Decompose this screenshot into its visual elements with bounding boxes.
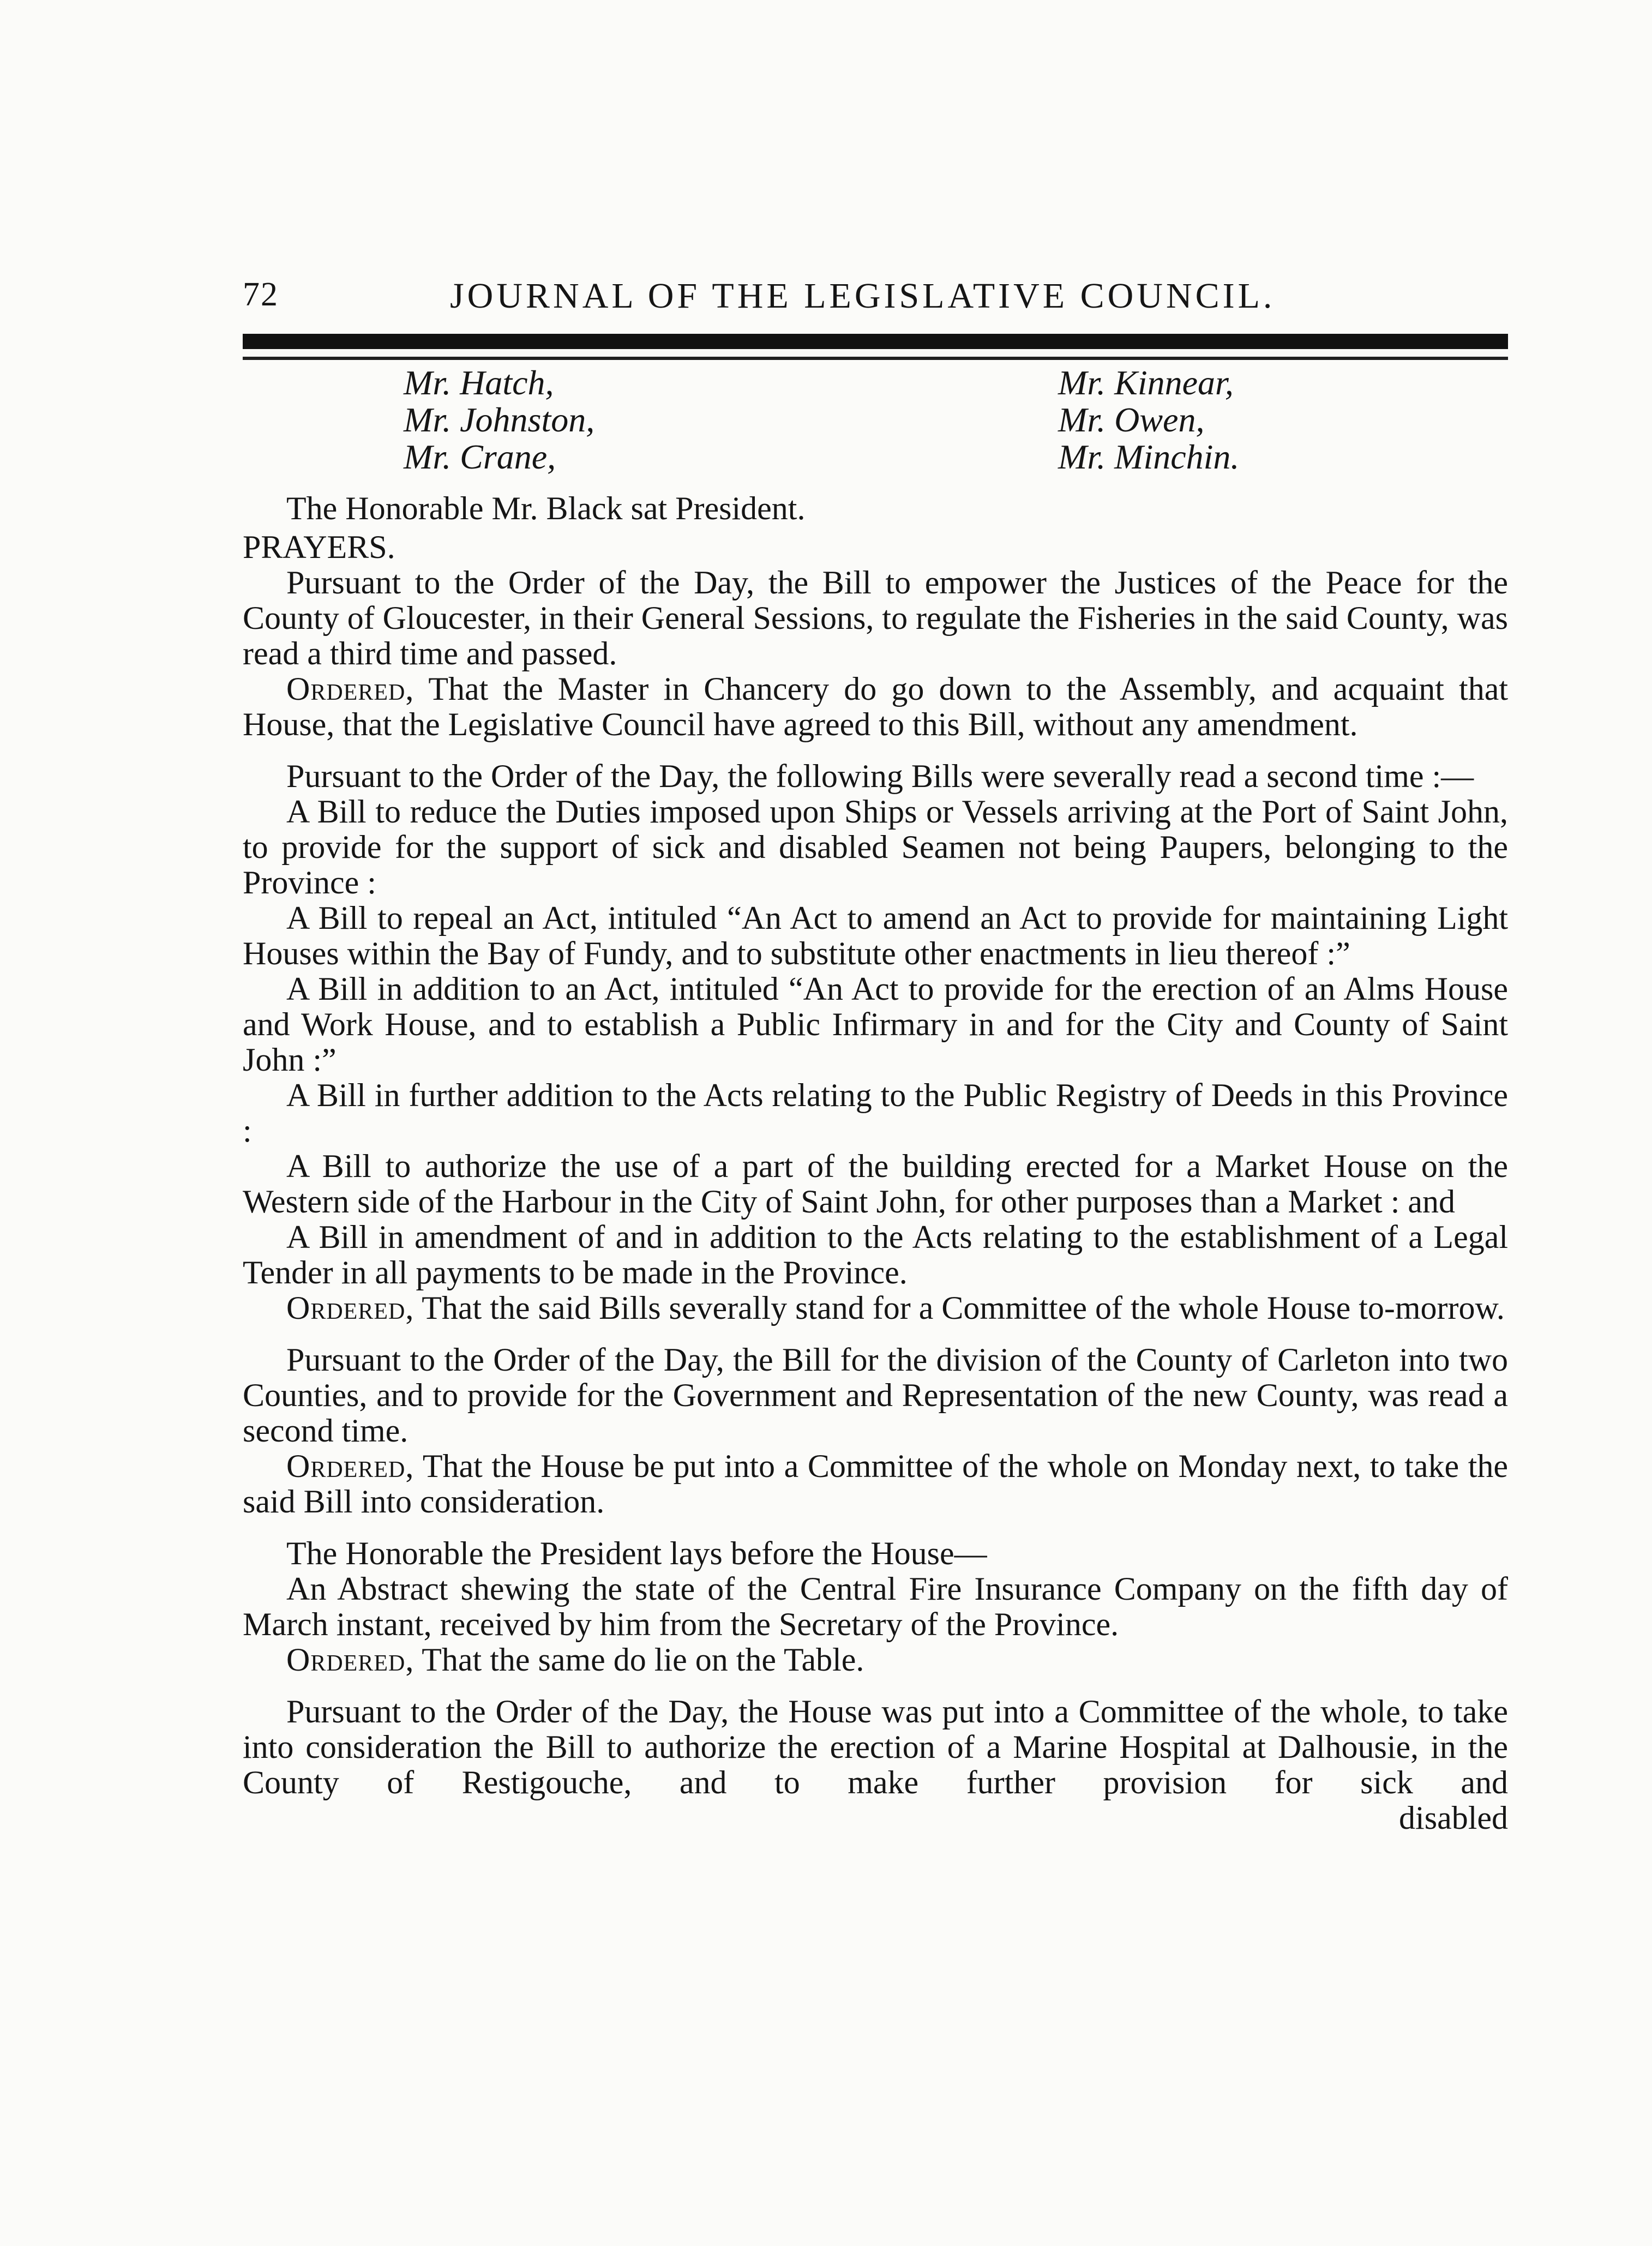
paragraph-abstract: An Abstract shewing the state of the Central Fire Insurance Company on the fifth day of March instant, received by him from the Secretary of the Province. — [243, 1571, 1508, 1642]
bill-item: A Bill to authorize the use of a part of the building erected for a Market House on the Western side of the Harbour in the City of Saint John, for other purposes than a Market : and — [243, 1148, 1508, 1220]
ordered-paragraph — [243, 1290, 1508, 1326]
paragraph-second-reading: Pursuant to the Order of the Day, the following Bills were severally read a second time :— — [286, 758, 1474, 794]
catchword: disabled — [1399, 1800, 1508, 1836]
ordered-paragraph — [243, 1642, 1508, 1678]
ordered-text: That the Master in Chancery do go down to the Assembly, and acquaint that House, that the Legislative Council have agreed to this Bill, without any amendment. — [243, 671, 1508, 742]
ordered-text: That the said Bills severally stand for a Committee of the whole House to-morrow. — [414, 1290, 1505, 1326]
header-rule-thick — [243, 334, 1508, 349]
page-header — [243, 275, 1508, 330]
member-name: Mr. Minchin. — [1058, 437, 1240, 476]
bill-item: A Bill to repeal an Act, intituled “An Act to amend an Act to provide for maintaining Light Houses within the Bay of Fundy, and to substitute other enactments in lieu thereof :” — [243, 900, 1508, 971]
page-number: 72 — [243, 276, 279, 313]
paragraph-president-lays: The Honorable the President lays before the House— — [286, 1535, 987, 1571]
members-list-left — [404, 364, 594, 476]
journal-body — [243, 491, 1508, 1836]
member-name: Mr. Crane, — [404, 437, 556, 476]
paragraph-carleton-bill: Pursuant to the Order of the Day, the Bill for the division of the County of Carleton into two Counties, and to provide for the Government and Representation of the new County, was read a second time. — [243, 1342, 1508, 1449]
bill-item: A Bill in amendment of and in addition to the Acts relating to the establishment of a Legal Tender in all payments to be made in the Province. — [243, 1219, 1508, 1290]
ordered-label: Ordered, — [286, 1290, 414, 1326]
ordered-label: Ordered, — [286, 671, 414, 707]
prayers-heading: PRAYERS. — [243, 529, 395, 565]
member-name: Mr. Hatch, — [404, 363, 554, 402]
member-name: Mr. Kinnear, — [1058, 363, 1234, 402]
ordered-paragraph — [243, 1449, 1508, 1520]
paragraph-third-reading: Pursuant to the Order of the Day, the Bill to empower the Justices of the Peace for the County of Gloucester, in their General Sessions, to regulate the Fisheries in the said County, was read a third time and passed. — [243, 564, 1508, 671]
members-list-right — [1058, 364, 1239, 476]
header-rule-thin — [243, 357, 1508, 360]
ordered-label: Ordered, — [286, 1448, 414, 1484]
bill-item: A Bill in addition to an Act, intituled “An Act to provide for the erection of an Alms House and Work House, and to establish a Public Infirmary in and for the City and County of Saint John :” — [243, 971, 1508, 1078]
bill-item: A Bill in further addition to the Acts relating to the Public Registry of Deeds in this Province : — [243, 1077, 1508, 1149]
bill-item: A Bill to reduce the Duties imposed upon Ships or Vessels arriving at the Port of Saint John, to provide for the support of sick and disabled Seamen not being Paupers, belonging to the Province : — [243, 794, 1508, 900]
ordered-text: That the same do lie on the Table. — [414, 1642, 864, 1678]
ordered-paragraph — [243, 671, 1508, 742]
ordered-label: Ordered, — [286, 1642, 414, 1678]
member-name: Mr. Johnston, — [404, 400, 595, 439]
running-title: JOURNAL OF THE LEGISLATIVE COUNCIL. — [450, 276, 1276, 316]
paragraph-marine-hospital: Pursuant to the Order of the Day, the House was put into a Committee of the whole, to take into consideration the Bill to authorize the erection of a Marine Hospital at Dalhousie, in the County of Restigouche, and to make further provision for sick and — [243, 1693, 1508, 1800]
ordered-text: That the House be put into a Committee of the whole on Monday next, to take the said Bill into consideration. — [243, 1448, 1508, 1520]
president-line: The Honorable Mr. Black sat President. — [286, 490, 806, 526]
member-name: Mr. Owen, — [1058, 400, 1205, 439]
